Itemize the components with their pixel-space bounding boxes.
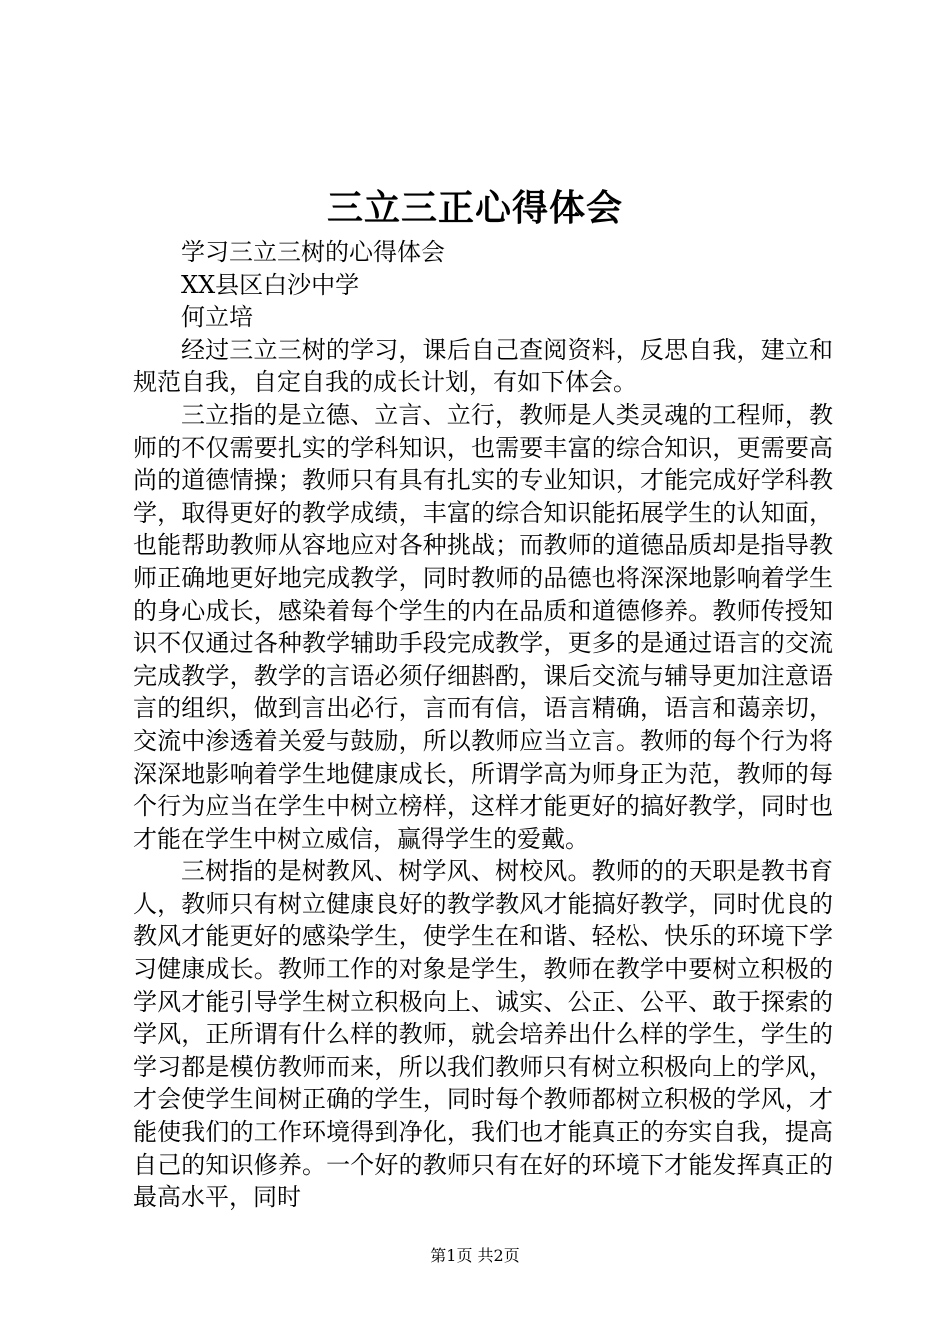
document-title: 三立三正心得体会: [326, 187, 623, 229]
page-footer: 第1页 共2页: [430, 1246, 520, 1265]
school-line: XX县区白沙中学: [181, 270, 360, 299]
paragraph: 三立指的是立德、立言、立行，教师是人类灵魂的工程师，教师的不仅需要扎实的学科知识，也需要丰富的综合知识，更需要高尚的道德情操；教师只有具有扎实的专业知识，才能完成好学科教学，取得更好的教学成绩，丰富的综合知识能拓展学生的认知面，也能帮助教师从容地应对各种挑战；而教师的道德品质却是指导教师正确地更好地完成教学，同时教师的品德也将深深地影响着学生的身心成长，感染着每个学生的内在品质和道德修养。教师传授知识不仅通过各种教学辅助手段完成教学，更多的是通过语言的交流完成教学，教学的言语必须仔细斟酌，课后交流与辅导更加注意语言的组织，做到言出必行，言而有信，语言精确，语言和蔼亲切，交流中渗透着关爱与鼓励，所以教师应当立言。教师的每个行为将深深地影响着学生地健康成长，所谓学高为师身正为范，教师的每个行为应当在学生中树立榜样，这样才能更好的搞好教学，同时也才能在学生中树立威信，赢得学生的爱戴。: [133, 400, 833, 853]
author-line: 何立培: [181, 303, 253, 332]
paragraph: 经过三立三树的学习，课后自己查阅资料，反思自我，建立和规范自我，自定自我的成长计划，有如下体会。: [133, 335, 833, 397]
paragraph: 三树指的是树教风、树学风、树校风。教师的的天职是教书育人，教师只有树立健康良好的教学教风才能搞好教学，同时优良的教风才能更好的感染学生，使学生在和谐、轻松、快乐的环境下学习健康成长。教师工作的对象是学生，教师在教学中要树立积极的学风才能引导学生树立积极向上、诚实、公正、公平、敢于探索的学风，正所谓有什么样的教师，就会培养出什么样的学生，学生的学习都是模仿教师而来，所以我们教师只有树立积极向上的学风，才会使学生间树正确的学生，同时每个教师都树立积极的学风，才能使我们的工作环境得到净化，我们也才能真正的夯实自我，提高自己的知识修养。一个好的教师只有在好的环境下才能发挥真正的最高水平，同时: [133, 857, 833, 1212]
document-body: [133, 236, 833, 1214]
article-title-line: 学习三立三树的心得体会: [181, 238, 445, 266]
